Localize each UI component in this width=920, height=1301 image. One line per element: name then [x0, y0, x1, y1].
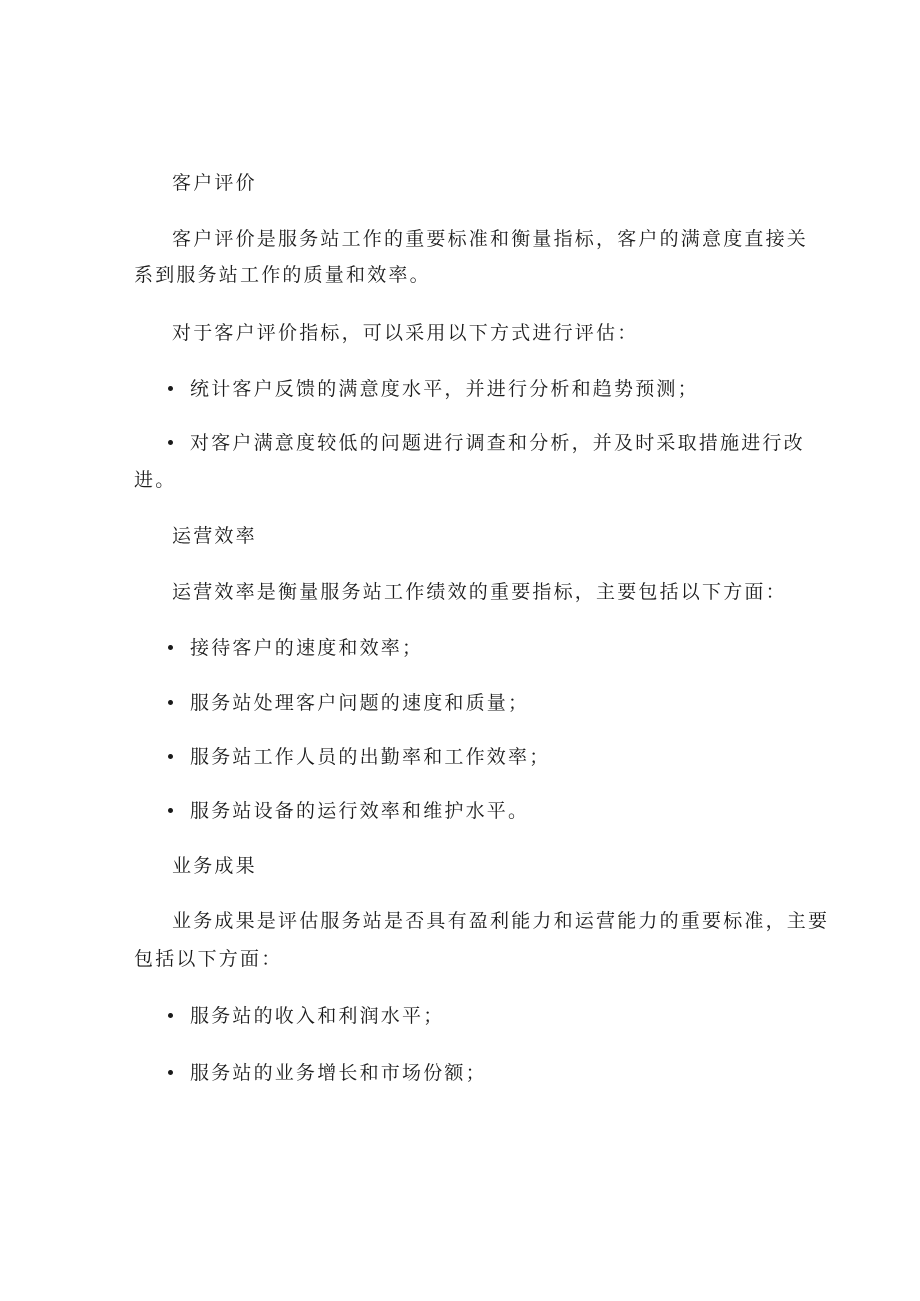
paragraph-line: 对于客户评价指标，可以采用以下方式进行评估： [172, 322, 639, 344]
bullet-dot-icon [168, 808, 173, 813]
bullet-item [168, 796, 808, 826]
bullet-text-continuation: 进。 [134, 469, 177, 491]
bullet-item [168, 1058, 808, 1088]
bullet-text: 对客户满意度较低的问题进行调查和分析，并及时采取措施进行改 [190, 432, 805, 454]
bullet-dot-icon [168, 645, 173, 650]
bullet-item [168, 1001, 808, 1031]
paragraph-line: 包括以下方面： [134, 948, 283, 970]
paragraph-line: 运营效率是衡量服务站工作绩效的重要指标，主要包括以下方面： [172, 581, 787, 603]
bullet-dot-icon [168, 754, 173, 759]
bullet-text: 统计客户反馈的满意度水平，并进行分析和趋势预测； [190, 378, 699, 400]
bullet-item [168, 374, 808, 404]
bullet-item [168, 428, 808, 458]
paragraph-line: 客户评价是服务站工作的重要标准和衡量指标，客户的满意度直接关 [172, 228, 809, 250]
bullet-dot-icon [168, 1013, 173, 1018]
bullet-text: 接待客户的速度和效率； [190, 637, 424, 659]
bullet-text: 服务站设备的运行效率和维护水平。 [190, 800, 530, 822]
bullet-item [168, 742, 808, 772]
bullet-dot-icon [168, 700, 173, 705]
paragraph-line: 系到服务站工作的质量和效率。 [134, 264, 431, 286]
bullet-text: 服务站工作人员的出勤率和工作效率； [190, 746, 551, 768]
bullet-dot-icon [168, 386, 173, 391]
bullet-text: 服务站的收入和利润水平； [190, 1005, 445, 1027]
bullet-item [168, 688, 808, 718]
bullet-item [168, 633, 808, 663]
bullet-dot-icon [168, 1070, 173, 1075]
bullet-text: 服务站的业务增长和市场份额； [190, 1062, 487, 1084]
bullet-dot-icon [168, 440, 173, 445]
paragraph-line: 业务成果是评估服务站是否具有盈利能力和运营能力的重要标准，主要 [172, 910, 830, 932]
section-heading-customer-evaluation: 客户评价 [172, 172, 257, 194]
section-heading-business-results: 业务成果 [172, 855, 257, 877]
bullet-text: 服务站处理客户问题的速度和质量； [190, 692, 530, 714]
section-heading-operating-efficiency: 运营效率 [172, 525, 257, 547]
